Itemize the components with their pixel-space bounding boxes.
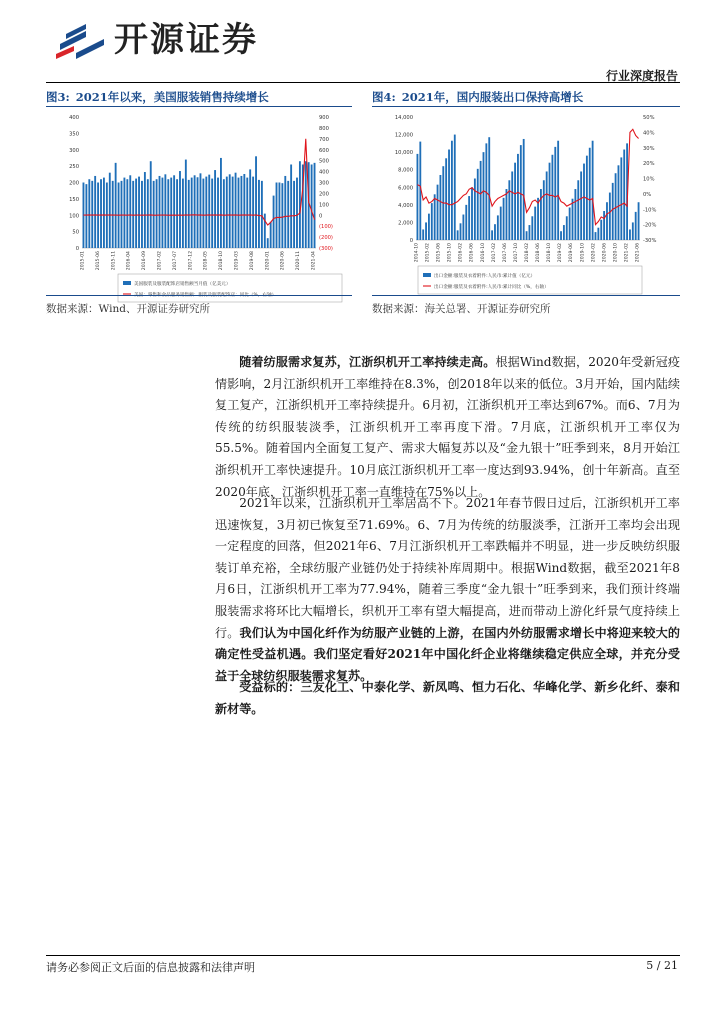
bar <box>170 178 172 248</box>
right-axis-tick-label: -20% <box>643 222 657 229</box>
bar <box>103 178 105 248</box>
bar <box>540 189 542 240</box>
paragraph-text: 根据Wind数据，2020年受新冠疫情影响，2月江浙织机开工率维持在8.3%，创2018年以来的低位。3月开始，国内陆续复工复产，江浙织机开工率持续提升。6月初，江浙织机开工率达到67%。而6、7月为传统的纺织服装淡季，江浙织机开工率再度下滑。7月底，江浙织机开工率仅为55.5%。随着国内全面复工复产、需求大幅复苏以及“金九银十”旺季到来，8月开始江浙织机开工率快速提升。10月底江浙织机开工率一度达到93.94%，创十年新高。直至2020年底，江浙织机开工率一直维持在75%以上。 <box>215 355 680 499</box>
bar <box>88 179 90 248</box>
bar <box>554 147 556 240</box>
bar <box>305 161 307 248</box>
bar <box>115 163 117 248</box>
figure-3-number: 图3: <box>46 90 70 104</box>
bar <box>276 183 278 249</box>
bar <box>511 171 513 240</box>
bar <box>609 193 611 240</box>
bar <box>615 173 617 240</box>
right-axis-tick-label: 500 <box>319 158 329 165</box>
bar <box>480 161 482 240</box>
x-axis-tick-label: 2017-06 <box>502 243 508 263</box>
bar <box>638 202 640 240</box>
bar <box>422 229 424 240</box>
bar <box>176 179 178 248</box>
bar <box>238 178 240 248</box>
x-axis-tick-label: 2017-10 <box>513 242 519 263</box>
bar <box>229 174 231 248</box>
bar <box>635 212 637 240</box>
bar <box>311 164 313 248</box>
bar <box>200 173 202 248</box>
bar <box>448 150 450 240</box>
x-axis-tick-label: 2016-10 <box>480 242 486 263</box>
right-axis-tick-label: 200 <box>319 191 329 198</box>
bar <box>296 178 298 248</box>
bar <box>494 224 496 240</box>
bar <box>417 154 419 240</box>
figure-4-bottom-rule <box>372 295 680 296</box>
x-axis-tick-label: 2015-06 <box>95 251 101 271</box>
right-axis-tick-label: 800 <box>319 125 329 132</box>
bar <box>529 225 531 240</box>
figure-4-caption: 2021年，国内服装出口保持高增长 <box>401 90 584 104</box>
bar <box>173 175 175 248</box>
bar <box>474 179 476 241</box>
bar <box>620 157 622 240</box>
bar <box>560 231 562 240</box>
bar <box>246 178 248 248</box>
bar <box>162 178 164 248</box>
x-axis-tick-label: 2019-08 <box>249 251 255 271</box>
bar <box>85 184 87 248</box>
brand-name: 开源证券 <box>114 20 258 60</box>
right-axis-tick-label: (100) <box>319 224 333 231</box>
figure-4-number: 图4: <box>372 90 396 104</box>
bar <box>194 175 196 248</box>
bar <box>159 176 161 248</box>
bar <box>488 137 490 240</box>
bar <box>279 183 281 249</box>
left-axis-tick-label: 0 <box>409 238 413 244</box>
bar <box>437 185 439 240</box>
bar <box>468 196 470 240</box>
bar <box>240 176 242 248</box>
bar <box>132 181 134 248</box>
left-axis-tick-label: 200 <box>69 180 79 187</box>
paragraph-conclusion: 我们认为中国化纤作为纺服产业链的上游，在国内外纺服需求增长中将迎来较大的确定性受益机遇。我们坚定看好2021年中国化纤企业将继续稳定供应全球，并充分受益于全球纺织服装需求复苏。 <box>215 625 680 683</box>
x-axis-tick-label: 2016-06 <box>469 243 475 263</box>
paragraph-text: 2021年以来，江浙织机开工率居高不下。2021年春节假日过后，江浙织机开工率迅速恢复，3月初已恢复至71.69%。6、7月为传统的纺服淡季，江浙开工率均会出现一定程度的回落，但2021年6、7月江浙织机开工率跌幅并不明显，进一步反映纺织服装订单充裕，全球纺服产业链仍处于持续补库周期中。根据Wind数据，截至2021年8月6日，江浙织机开工率为77.94%，随着三季度“金九银十”旺季到来，我们预计终端服装需求将环比大幅增长，织机开工率有望大幅提高，进而带动上游化纤景气度持续上行。 <box>215 496 680 640</box>
figure-4-source: 数据来源：海关总署、开源证券研究所 <box>372 303 551 315</box>
bar <box>592 141 594 240</box>
left-axis-tick-label: 14,000 <box>394 115 413 121</box>
bar <box>425 222 427 240</box>
bar <box>123 178 125 248</box>
left-axis-tick-label: 350 <box>69 131 79 138</box>
bar <box>623 150 625 240</box>
legend-bar-swatch <box>423 273 431 277</box>
figure-3-chart <box>46 108 352 298</box>
x-axis-tick-label: 2018-10 <box>219 251 225 271</box>
bar <box>126 179 128 248</box>
bar <box>460 223 462 240</box>
x-axis-tick-label: 2015-10 <box>447 243 453 263</box>
bar <box>153 181 155 248</box>
right-axis-tick-label: 20% <box>643 161 655 168</box>
bar <box>462 215 464 240</box>
bar <box>208 175 210 248</box>
right-axis-tick-label: 100 <box>319 202 329 209</box>
x-axis-tick-label: 2021-02 <box>624 243 630 263</box>
x-axis-tick-label: 2015-06 <box>436 243 442 263</box>
x-axis-tick-label: 2017-12 <box>188 251 194 271</box>
bar <box>431 203 433 240</box>
bar <box>197 177 199 248</box>
bar <box>314 163 316 248</box>
bar <box>483 152 485 240</box>
bar <box>543 180 545 240</box>
x-axis-tick-label: 2019-03 <box>234 250 240 271</box>
bar <box>147 179 149 248</box>
x-axis-tick-label: 2020-02 <box>591 243 597 263</box>
legend-line-label: 出口金额:服装及衣着附件:人民币:累计同比（%，右轴） <box>434 285 549 290</box>
bar <box>243 174 245 248</box>
bar <box>217 178 219 248</box>
paragraph-2021-outlook <box>215 493 680 687</box>
bar <box>451 141 453 240</box>
right-axis-tick-label: 10% <box>643 176 655 183</box>
bar <box>129 175 131 248</box>
left-axis-tick-label: 4,000 <box>398 202 413 209</box>
bar <box>141 181 143 248</box>
bar <box>121 181 123 248</box>
page-number: 5 / 21 <box>646 959 678 972</box>
figure-3-top-rule <box>46 106 352 107</box>
bar <box>156 179 158 248</box>
right-axis-tick-label: (300) <box>319 246 333 252</box>
bar <box>281 183 283 248</box>
x-axis-tick-label: 2016-02 <box>458 242 464 263</box>
bar <box>267 238 269 248</box>
bar <box>185 160 187 248</box>
figure-4-chart <box>372 108 680 294</box>
bar <box>454 135 456 240</box>
x-axis-tick-label: 2018-10 <box>547 242 553 263</box>
disclosure-note: 请务必参阅正文后面的信息披露和法律声明 <box>46 961 255 974</box>
bar <box>523 139 525 240</box>
right-axis-tick-label: -30% <box>643 238 657 244</box>
logo-mark <box>56 24 104 59</box>
bar <box>577 180 579 240</box>
bar <box>517 154 519 240</box>
right-axis-tick-label: (200) <box>319 235 333 242</box>
bar <box>520 145 522 240</box>
x-axis-tick-label: 2016-04 <box>126 251 132 271</box>
bar <box>549 163 551 240</box>
left-axis-tick-label: 6,000 <box>398 185 413 192</box>
left-axis-tick-label: 400 <box>69 115 79 121</box>
figure-3-bottom-rule <box>46 295 352 296</box>
left-axis-tick-label: 100 <box>69 213 79 220</box>
left-axis-tick-label: 2,000 <box>398 220 413 227</box>
bar <box>589 148 591 240</box>
bar <box>164 174 166 248</box>
bar <box>91 181 93 248</box>
bar <box>258 180 260 248</box>
bar <box>508 180 510 240</box>
legend-bar-label: 出口金额:服装及衣着附件:人民币:累计值（亿元） <box>434 274 536 279</box>
right-axis-tick-label: 300 <box>319 180 329 187</box>
x-axis-tick-label: 2018-06 <box>536 243 542 263</box>
x-axis-tick-label: 2015-11 <box>111 250 117 271</box>
bar <box>537 198 539 240</box>
bar <box>632 222 634 240</box>
bar <box>606 202 608 240</box>
bar <box>566 216 568 240</box>
bar <box>514 163 516 240</box>
x-axis-tick-label: 2017-02 <box>491 242 497 263</box>
bar <box>138 177 140 248</box>
x-axis-tick-label: 2019-06 <box>569 243 575 263</box>
right-axis-tick-label: 700 <box>319 136 329 143</box>
bar <box>618 165 620 240</box>
bar <box>182 179 184 248</box>
figure-3-caption: 2021年以来，美国服装销售持续增长 <box>75 90 269 104</box>
bar <box>497 215 499 240</box>
x-axis-tick-label: 2018-02 <box>525 243 530 263</box>
bar <box>583 164 585 240</box>
left-axis-tick-label: 0 <box>75 246 79 252</box>
bar <box>273 196 275 248</box>
x-axis-tick-label: 2020-10 <box>613 242 619 263</box>
x-axis-tick-label: 2018-05 <box>203 250 209 271</box>
bar <box>580 171 582 240</box>
bar <box>439 175 441 240</box>
x-axis-tick-label: 2015-02 <box>425 242 431 263</box>
bar <box>290 164 292 248</box>
x-axis-tick-label: 2016-09 <box>142 250 148 271</box>
bar <box>235 173 237 248</box>
legend-bar-label: 美国服装及服装配饰店销售额当月值（亿美元） <box>134 282 231 287</box>
bar <box>167 179 169 248</box>
x-axis-tick-label: 2020-06 <box>602 242 608 263</box>
bar <box>94 176 96 248</box>
document-type: 行业深度报告 <box>605 69 678 83</box>
x-axis-tick-label: 2021-06 <box>635 242 641 263</box>
bar <box>471 187 473 240</box>
bar <box>223 179 225 248</box>
bar <box>144 172 146 248</box>
paragraph-lead: 随着纺服需求复苏，江浙织机开工率持续走高。 <box>239 355 496 369</box>
bar <box>232 177 234 248</box>
left-axis-tick-label: 8,000 <box>398 167 413 174</box>
bar <box>526 231 528 240</box>
bar <box>211 179 213 248</box>
bar <box>135 179 137 248</box>
left-axis-tick-label: 10,000 <box>394 150 413 157</box>
bar <box>612 183 614 240</box>
legend-bar-swatch <box>123 281 131 285</box>
bar <box>287 181 289 248</box>
x-axis-tick-label: 2014-10 <box>414 243 420 263</box>
x-axis-tick-label: 2017-07 <box>172 250 178 271</box>
right-axis-tick-label: 40% <box>643 130 655 137</box>
right-axis-tick-label: 400 <box>319 169 329 176</box>
bar <box>531 216 533 240</box>
figure-3-source: 数据来源：Wind、开源证券研究所 <box>46 303 210 315</box>
beneficiaries-label: 受益标的： <box>239 680 301 694</box>
bar <box>445 158 447 240</box>
right-axis-tick-label: 0 <box>319 213 323 220</box>
right-axis-tick-label: 50% <box>643 115 655 121</box>
bar <box>465 205 467 240</box>
legend-line-label: 美国：零售和食品服务销售额：服装及服装配饰店：同比（%，右轴） <box>134 293 277 298</box>
bar <box>500 207 502 240</box>
bar <box>572 199 574 240</box>
bar <box>261 181 263 248</box>
figure-4-title <box>372 89 583 105</box>
bar <box>202 179 204 248</box>
bar <box>457 230 459 240</box>
right-axis-tick-label: 0% <box>643 191 652 198</box>
bar <box>595 232 597 240</box>
bar <box>569 207 571 240</box>
bar <box>205 177 207 248</box>
bar <box>252 177 254 248</box>
beneficiaries-list: 三友化工、中泰化学、新凤鸣、恒力石化、华峰化学、新乡化纤、泰和新材等。 <box>215 680 680 716</box>
left-axis-tick-label: 50 <box>72 229 79 236</box>
bar <box>109 173 111 248</box>
x-axis-tick-label: 2020-06 <box>280 251 286 271</box>
bar <box>546 171 548 240</box>
bar <box>284 176 286 248</box>
bar <box>551 155 553 240</box>
right-axis-tick-label: 900 <box>319 115 329 121</box>
bar <box>574 189 576 240</box>
bar <box>255 156 257 248</box>
bar <box>428 214 430 240</box>
x-axis-tick-label: 2019-10 <box>580 242 586 263</box>
bar <box>603 211 605 240</box>
paragraph-textile-recovery <box>215 352 680 503</box>
bar <box>270 222 272 248</box>
bar <box>629 229 631 240</box>
x-axis-tick-label: 2017-02 <box>157 251 163 271</box>
bar <box>220 158 222 248</box>
bar <box>491 230 493 240</box>
series-line <box>417 129 638 224</box>
bar <box>557 141 559 240</box>
footer-divider <box>46 955 680 956</box>
bar <box>179 171 181 248</box>
bar <box>249 169 251 248</box>
right-axis-tick-label: 600 <box>319 147 329 154</box>
left-axis-tick-label: 300 <box>69 147 79 154</box>
bar <box>226 177 228 248</box>
bar <box>100 179 102 248</box>
bar <box>293 181 295 248</box>
bar <box>503 198 505 240</box>
header-divider <box>46 82 680 83</box>
bar <box>597 228 599 240</box>
figure-3-title <box>46 89 269 105</box>
left-axis-tick-label: 150 <box>69 196 79 203</box>
bar <box>112 181 114 248</box>
x-axis-tick-label: 2020-01 <box>265 250 271 271</box>
bar <box>188 180 190 248</box>
right-axis-tick-label: -10% <box>643 207 657 214</box>
figure-4-top-rule <box>372 106 680 107</box>
paragraph-beneficiaries <box>215 677 680 720</box>
right-axis-tick-label: 30% <box>643 145 655 152</box>
bar <box>563 225 565 240</box>
x-axis-tick-label: 2019-02 <box>558 243 564 263</box>
x-axis-tick-label: 2015-01 <box>80 250 86 271</box>
bar <box>534 207 536 240</box>
bar <box>600 220 602 240</box>
bar <box>477 169 479 240</box>
bar <box>434 194 436 240</box>
left-axis-tick-label: 12,000 <box>394 132 413 139</box>
bar <box>214 170 216 248</box>
x-axis-tick-label: 2021-04 <box>311 251 317 271</box>
left-axis-tick-label: 250 <box>69 164 79 171</box>
x-axis-tick-label: 2020-11 <box>296 250 302 271</box>
bar <box>506 189 508 240</box>
bar <box>191 178 193 248</box>
bar <box>150 161 152 248</box>
